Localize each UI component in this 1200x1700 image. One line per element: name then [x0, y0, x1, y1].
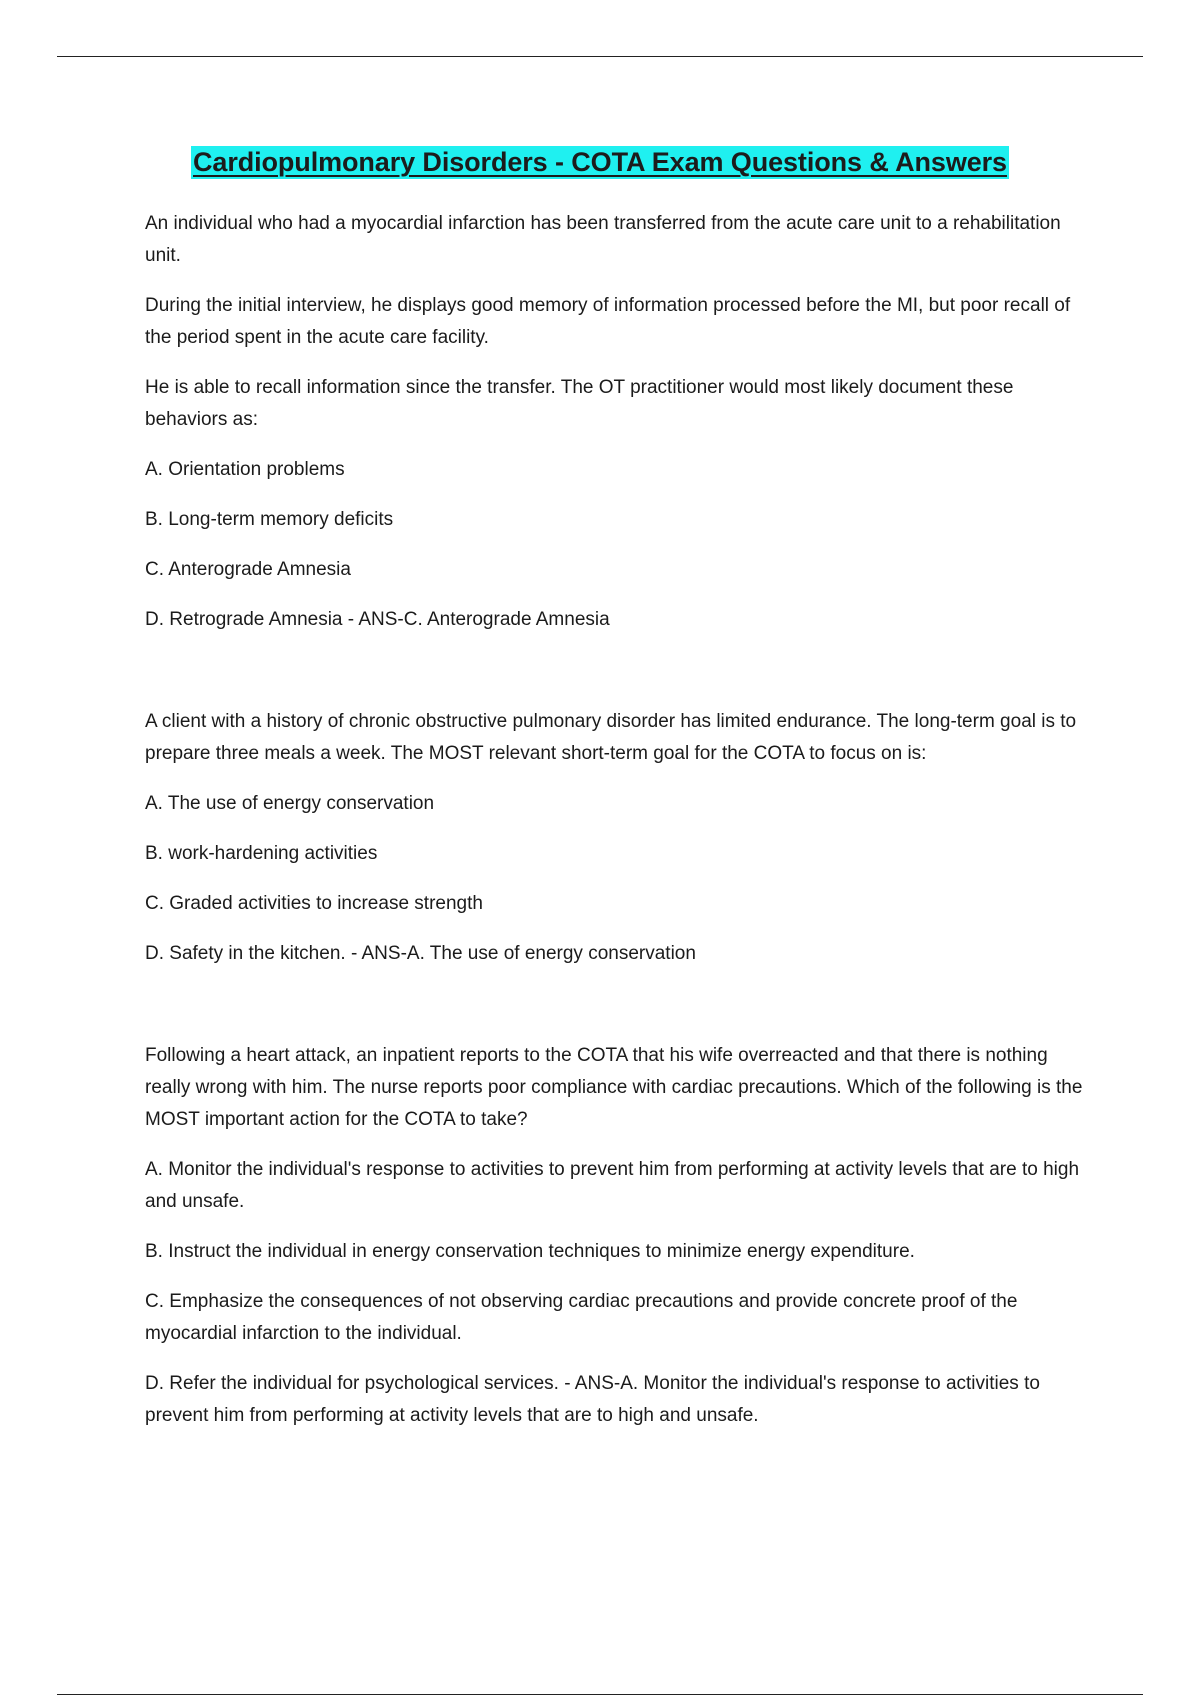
question-3: [145, 1040, 1095, 1432]
question-3-option-c: C. Emphasize the consequences of not observing cardiac precautions and provide concrete proof of the myocardial infarction to the individual.: [145, 1291, 1018, 1344]
question-3-option-a: A. Monitor the individual's response to activities to prevent him from performing at activity levels that are to high and unsafe.: [145, 1159, 1080, 1212]
document-title: Cardiopulmonary Disorders - COTA Exam Questions & Answers: [193, 147, 1007, 177]
question-spacer: [145, 654, 1095, 706]
header-rule: [57, 56, 1143, 57]
question-spacer: [145, 988, 1095, 1040]
question-1-option-d-answer: D. Retrograde Amnesia - ANS-C. Anterograde Amnesia: [145, 609, 610, 630]
question-2-option-b: B. work-hardening activities: [145, 843, 378, 864]
question-2: [145, 706, 1095, 970]
question-3-option-b: B. Instruct the individual in energy conservation techniques to minimize energy expenditure.: [145, 1241, 915, 1262]
question-2-option-a: A. The use of energy conservation: [145, 793, 435, 814]
question-1: [145, 208, 1095, 636]
question-2-option-d-answer: D. Safety in the kitchen. - ANS-A. The use of energy conservation: [145, 943, 696, 964]
question-3-stem: Following a heart attack, an inpatient reports to the COTA that his wife overreacted and that there is nothing really wrong with him. The nurse reports poor compliance with cardiac precautions. Which of the following is the MOST important action for the COTA to take?: [145, 1045, 1083, 1130]
question-1-stem-2: During the initial interview, he displays good memory of information processed before the MI, but poor recall of the period spent in the acute care facility.: [145, 295, 1071, 348]
question-2-stem: A client with a history of chronic obstructive pulmonary disorder has limited endurance. The long-term goal is to prepare three meals a week. The MOST relevant short-term goal for the COTA to focus on is:: [145, 711, 1077, 764]
question-1-option-b: B. Long-term memory deficits: [145, 509, 394, 530]
document-body: [145, 208, 1095, 1450]
question-1-stem-3: He is able to recall information since the transfer. The OT practitioner would most likely document these behaviors as:: [145, 377, 1014, 430]
question-1-stem-1: An individual who had a myocardial infarction has been transferred from the acute care unit to a rehabilitation unit.: [145, 213, 1061, 266]
footer-rule: [57, 1694, 1143, 1695]
question-1-option-c: C. Anterograde Amnesia: [145, 559, 351, 580]
question-2-option-c: C. Graded activities to increase strength: [145, 893, 483, 914]
title-wrap: [0, 146, 1200, 179]
question-3-option-d-answer: D. Refer the individual for psychological services. - ANS-A. Monitor the individual's response to activities to prevent him from performing at activity levels that are to high and unsafe.: [145, 1373, 1040, 1426]
question-1-option-a: A. Orientation problems: [145, 459, 345, 480]
